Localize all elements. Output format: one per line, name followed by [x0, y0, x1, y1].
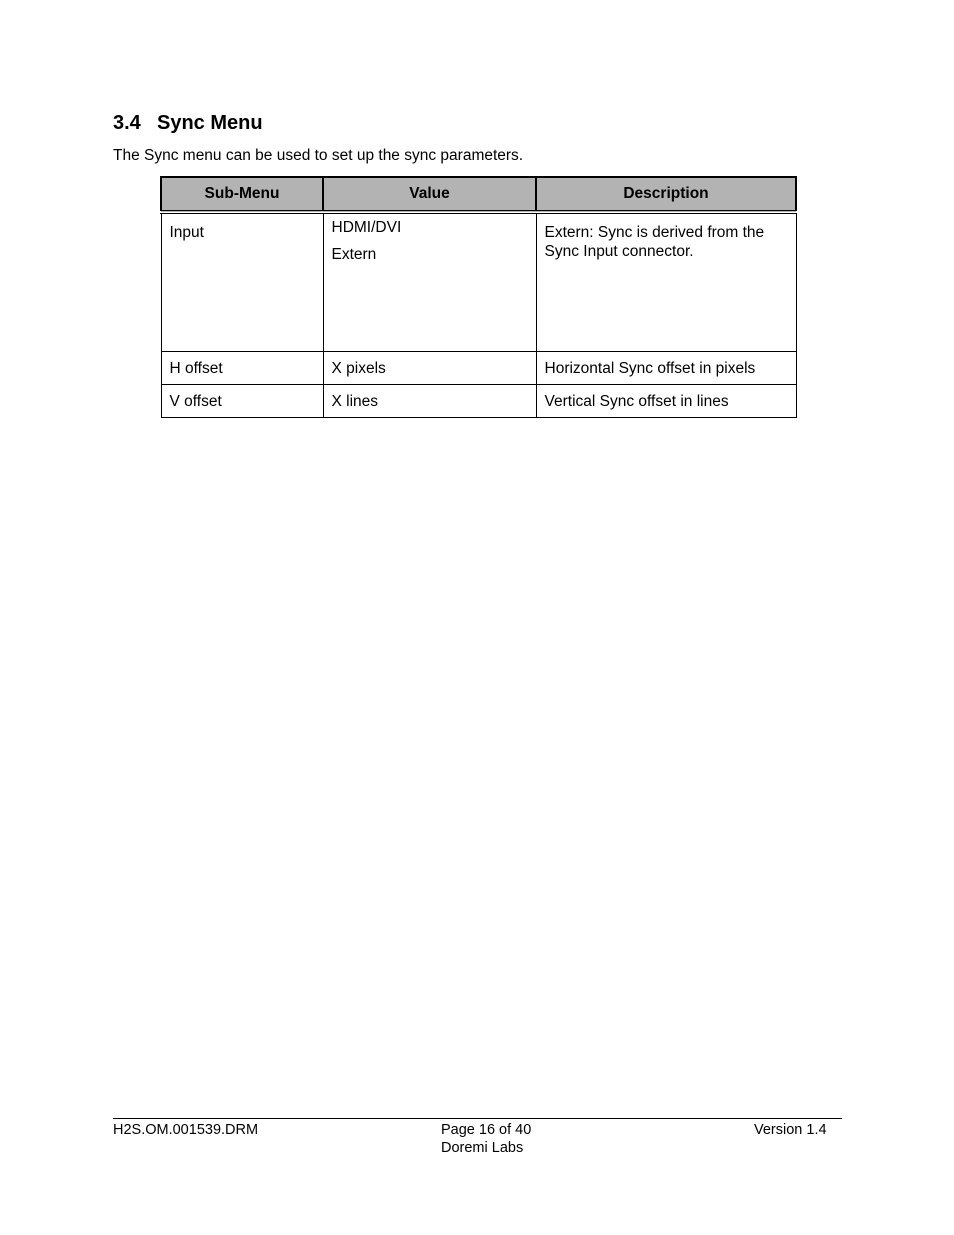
- submenu-cell: H offset: [161, 352, 323, 385]
- value-option: Extern: [331, 246, 377, 263]
- footer-company: Doremi Labs: [441, 1140, 524, 1156]
- value-cell: X pixels: [323, 352, 536, 385]
- footer-version: Version 1.4: [754, 1122, 827, 1138]
- description-cell: Horizontal Sync offset in pixels: [536, 352, 796, 385]
- description-cell: Vertical Sync offset in lines: [536, 385, 796, 418]
- footer-divider: [113, 1118, 842, 1119]
- value-cell: [323, 212, 536, 352]
- section-intro: The Sync menu can be used to set up the sync parameters.: [113, 147, 524, 164]
- sync-menu-table: [160, 176, 797, 418]
- table-row: [161, 385, 796, 418]
- description-cell: Extern: Sync is derived from the Sync Input connector.: [536, 212, 796, 352]
- header-submenu: Sub-Menu: [161, 177, 323, 212]
- table-header-row: [161, 177, 796, 212]
- section-number: 3.4: [113, 112, 141, 134]
- footer-center: [441, 1121, 531, 1157]
- value-cell: X lines: [323, 385, 536, 418]
- table-row: [161, 352, 796, 385]
- value-option: HDMI/DVI: [331, 219, 402, 236]
- footer-page-number: Page 16 of 40: [441, 1122, 532, 1138]
- table-row: [161, 212, 796, 352]
- header-value: Value: [323, 177, 536, 212]
- header-description: Description: [536, 177, 796, 212]
- section-title: Sync Menu: [157, 112, 263, 134]
- section-heading: [113, 112, 263, 135]
- submenu-cell: Input: [161, 212, 323, 352]
- footer-doc-id: H2S.OM.001539.DRM: [113, 1122, 259, 1138]
- submenu-cell: V offset: [161, 385, 323, 418]
